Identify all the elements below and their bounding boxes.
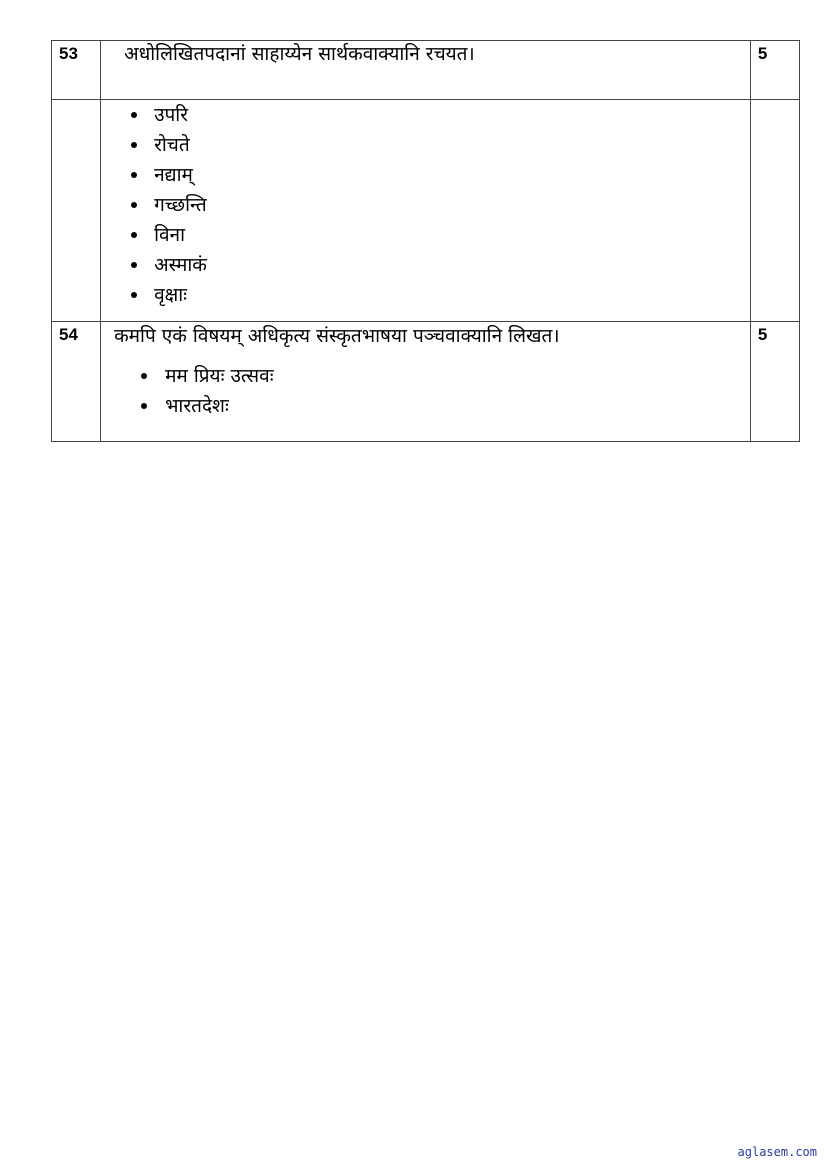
list-item — [101, 361, 750, 391]
bullet-icon — [131, 232, 137, 238]
list-item — [101, 250, 750, 280]
option-text: भारतदेशः — [165, 395, 229, 417]
empty-cell — [750, 100, 799, 322]
watermark: aglasem.com — [737, 1145, 817, 1159]
question-number: 54 — [52, 322, 101, 442]
empty-cell — [52, 100, 101, 322]
list-item — [101, 100, 750, 130]
list-item — [101, 190, 750, 220]
question-content — [101, 322, 751, 442]
option-text: वृक्षाः — [154, 284, 188, 306]
option-text: मम प्रियः उत्सवः — [165, 365, 274, 387]
option-text: अस्माकं — [154, 254, 207, 276]
list-item — [101, 280, 750, 310]
bullet-icon — [131, 262, 137, 268]
question-instruction: अधोलिखितपदानां साहाय्येन सार्थकवाक्यानि रचयत। — [101, 41, 751, 100]
questions-table — [51, 40, 800, 442]
question-marks: 5 — [750, 41, 799, 100]
question-instruction: कमपि एकं विषयम् अधिकृत्य संस्कृतभाषया पञ्चवाक्यानि लिखत। — [114, 325, 560, 347]
option-text: उपरि — [154, 104, 188, 126]
bullet-icon — [131, 172, 137, 178]
question-54-row — [52, 322, 800, 442]
bullet-icon — [141, 373, 147, 379]
list-item — [101, 160, 750, 190]
bullet-icon — [131, 292, 137, 298]
bullet-icon — [131, 202, 137, 208]
bullet-icon — [131, 142, 137, 148]
option-list — [101, 100, 750, 310]
bullet-icon — [141, 403, 147, 409]
options-cell — [101, 100, 751, 322]
list-item — [101, 130, 750, 160]
list-item — [101, 391, 750, 421]
question-53-options-row — [52, 100, 800, 322]
question-marks: 5 — [750, 322, 799, 442]
option-list — [101, 361, 750, 421]
question-53-row — [52, 41, 800, 100]
bullet-icon — [131, 112, 137, 118]
list-item — [101, 220, 750, 250]
question-number: 53 — [52, 41, 101, 100]
option-text: विना — [154, 224, 186, 246]
option-text: रोचते — [154, 134, 190, 156]
option-text: नद्याम् — [154, 164, 193, 186]
option-text: गच्छन्ति — [154, 194, 207, 216]
